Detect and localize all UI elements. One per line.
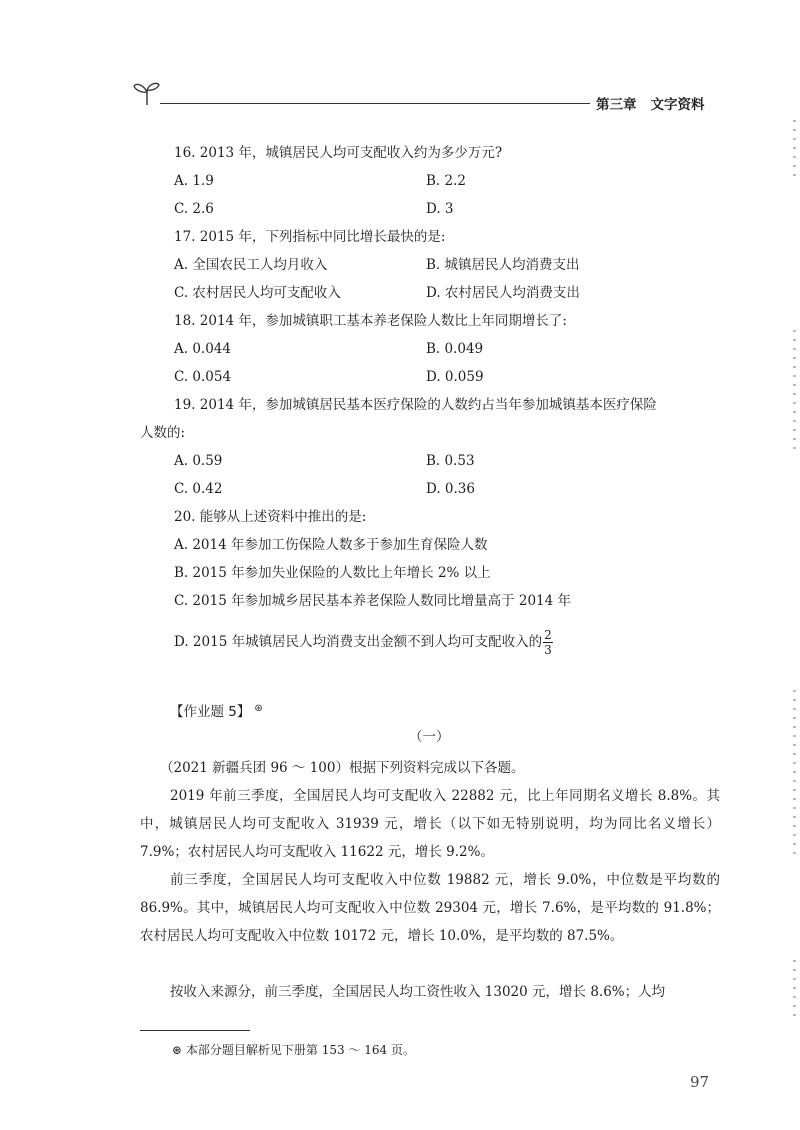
q17-option-a: A. 全国农民工人均月收入 xyxy=(174,257,328,273)
section-label: 文字资料 xyxy=(650,97,705,113)
q19-option-a: A. 0.59 xyxy=(174,453,223,469)
part-heading: （一） xyxy=(409,729,450,745)
q20-option-d-text: D. 2015 年城镇居民人均消费支出金额不到人均可支配收入的 xyxy=(174,634,543,650)
scan-margin-mark xyxy=(793,960,796,1020)
q17-option-c: C. 农村居民人均可支配收入 xyxy=(174,285,341,301)
q20-option-b: B. 2015 年参加失业保险的人数比上年增长 2% 以上 xyxy=(174,565,491,581)
q16-option-b: B. 2.2 xyxy=(426,173,466,189)
question-16-stem: 16. 2013 年，城镇居民人均可支配收入约为多少万元? xyxy=(174,145,503,161)
q20-option-a: A. 2014 年参加工伤保险人数多于参加生育保险人数 xyxy=(174,537,488,553)
header-rule xyxy=(160,103,590,104)
q17-option-b: B. 城镇居民人均消费支出 xyxy=(426,257,580,273)
q17-option-d: D. 农村居民人均消费支出 xyxy=(426,285,580,301)
q20-option-d xyxy=(174,628,553,657)
q20-option-c: C. 2015 年参加城乡居民基本养老保险人数同比增量高于 2014 年 xyxy=(174,593,572,609)
q19-option-c: C. 0.42 xyxy=(174,481,223,497)
q16-option-a: A. 1.9 xyxy=(174,173,214,189)
running-header xyxy=(596,93,705,113)
footnote-marker-icon: ⊛ xyxy=(254,702,263,714)
footnote-text: 本部分题目解析见下册第 153 ～ 164 页。 xyxy=(185,1043,415,1057)
question-20-stem: 20. 能够从上述资料中推出的是: xyxy=(174,509,367,525)
question-19-stem-line1: 19. 2014 年，参加城镇居民基本医疗保险的人数约占当年参加城镇基本医疗保险 xyxy=(174,397,657,413)
paragraph-1: 2019 年前三季度，全国居民人均可支配收入 22882 元，比上年同期名义增长 8.8%。其中，城镇居民人均可支配收入 31939 元，增长（以下如无特别说明，均为同比名义增长）7.9%；农村居民人均可支配收入 11622 元，增长 9.2%。 xyxy=(140,788,720,860)
scan-margin-mark xyxy=(793,120,796,180)
paragraph-3: 按收入来源分，前三季度，全国居民人均工资性收入 13020 元，增长 8.6%；人均 xyxy=(170,984,666,1000)
scan-margin-mark xyxy=(793,690,796,860)
fraction-denominator: 3 xyxy=(544,643,552,657)
page-number: 97 xyxy=(690,1073,710,1091)
source-line: （2021 新疆兵团 96 ～ 100）根据下列资料完成以下各题。 xyxy=(160,760,525,776)
q18-option-b: B. 0.049 xyxy=(426,341,484,357)
q18-option-d: D. 0.059 xyxy=(426,369,484,385)
fraction-two-thirds xyxy=(543,628,553,657)
fraction-numerator: 2 xyxy=(544,628,552,642)
homework-title-text: 【作业题 5】 xyxy=(170,704,251,720)
q18-option-c: C. 0.054 xyxy=(174,369,232,385)
footnote-marker-icon: ⊛ xyxy=(172,1043,183,1057)
homework-title xyxy=(170,700,263,720)
q16-option-c: C. 2.6 xyxy=(174,201,214,217)
footnote-rule xyxy=(140,1030,250,1031)
question-19-stem-line2: 人数的: xyxy=(140,425,186,441)
scan-margin-mark xyxy=(793,330,796,450)
sprout-icon xyxy=(133,80,161,106)
q16-option-d: D. 3 xyxy=(426,201,454,217)
chapter-label: 第三章 xyxy=(596,97,637,113)
paragraph-2: 前三季度，全国居民人均可支配收入中位数 19882 元，增长 9.0%，中位数是平均数的 86.9%。其中，城镇居民人均可支配收入中位数 29304 元，增长 7.6%，是平均数的 91.8%；农村居民人均可支配收入中位数 10172 元，增长 10.0%，是平均数的 87.5%。 xyxy=(140,872,720,944)
question-17-stem: 17. 2015 年，下列指标中同比增长最快的是: xyxy=(174,229,446,245)
question-18-stem: 18. 2014 年，参加城镇职工基本养老保险人数比上年同期增长了: xyxy=(174,313,567,329)
q19-option-d: D. 0.36 xyxy=(426,481,475,497)
q19-option-b: B. 0.53 xyxy=(426,453,475,469)
footnote xyxy=(172,1041,415,1058)
q18-option-a: A. 0.044 xyxy=(174,341,231,357)
